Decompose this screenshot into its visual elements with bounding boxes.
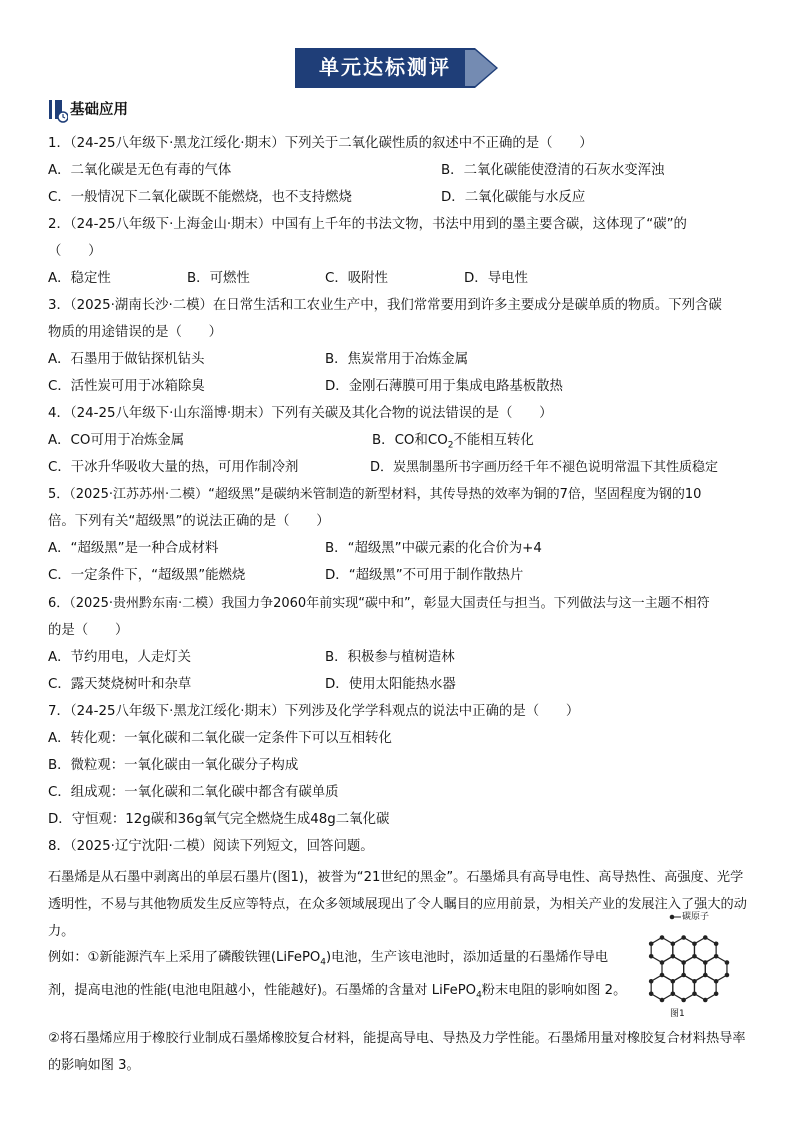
carbon-atom <box>714 979 719 984</box>
q6-option-b: B．积极参与植树造林 <box>325 650 455 665</box>
carbon-atom <box>660 960 665 965</box>
graphene-lattice <box>632 912 752 1012</box>
q2-stem: 2．（24-25八年级下·上海金山·期末）中国有上千年的书法文物，书法中用到的墨主要含碳，这体现了“碳”的 <box>48 217 687 232</box>
figure-1-caption: 图1 <box>670 1009 685 1019</box>
carbon-atom <box>671 941 676 946</box>
title-banner <box>295 48 498 88</box>
q2-paren: （ ） <box>48 244 102 259</box>
carbon-atom <box>660 998 665 1003</box>
carbon-atom <box>649 941 654 946</box>
q7-option-c: C．组成观：一氧化碳和二氧化碳中都含有碳单质 <box>48 785 339 800</box>
carbon-atom <box>649 954 654 959</box>
q4-option-c: C．干冰升华吸收大量的热，可用作制冷剂 <box>48 460 299 475</box>
carbon-atom <box>703 973 708 978</box>
q6-option-a: A．节约用电，人走灯关 <box>48 650 192 665</box>
section-title: 基础应用 <box>70 102 128 118</box>
graphene-figure <box>632 912 752 1032</box>
q1-stem: 1．（24-25八年级下·黑龙江绥化·期末）下列关于二氧化碳性质的叙述中不正确的是（ ） <box>48 136 593 151</box>
q5-option-a: A．“超级黑”是一种合成材料 <box>48 541 219 556</box>
carbon-atom <box>692 954 697 959</box>
q3-option-c: C．活性炭可用于冰箱除臭 <box>48 379 205 394</box>
q5-option-c: C．一定条件下，“超级黑”能燃烧 <box>48 568 246 583</box>
q7-option-a: A．转化观：一氧化碳和二氧化碳一定条件下可以互相转化 <box>48 731 392 746</box>
q1-option-a: A．二氧化碳是无色有毒的气体 <box>48 163 232 178</box>
carbon-atom <box>681 960 686 965</box>
carbon-atom <box>649 979 654 984</box>
q2-option-c: C．吸附性 <box>325 271 388 286</box>
q5-stem-line1: 5．（2025·江苏苏州·二模）“超级黑”是碳纳米管制造的新型材料，其传导热的效率为铜的7倍，坚固程度为钢的10 <box>48 487 702 502</box>
carbon-atom-label: 碳原子 <box>682 912 710 922</box>
carbon-atom <box>703 935 708 940</box>
q1-option-b: B．二氧化碳能使澄清的石灰水变浑浊 <box>441 163 665 178</box>
q1-option-c: C．一般情况下二氧化碳既不能燃烧，也不支持燃烧 <box>48 190 352 205</box>
carbon-atom <box>714 941 719 946</box>
q7-stem: 7．（24-25八年级下·黑龙江绥化·期末）下列涉及化学学科观点的说法中正确的是（ ） <box>48 704 580 719</box>
q4-option-d: D．炭黑制墨所书字画历经千年不褪色说明常温下其性质稳定 <box>370 460 719 475</box>
q6-option-d: D．使用太阳能热水器 <box>325 677 456 692</box>
carbon-atom <box>649 991 654 996</box>
q3-stem-line1: 3．（2025·湖南长沙·二模）在日常生活和工农业生产中，我们常常要用到许多主要成分是碳单质的物质。下列含碳 <box>48 298 722 313</box>
carbon-atom <box>681 998 686 1003</box>
hexagon-ring <box>651 975 673 1000</box>
carbon-atom <box>692 991 697 996</box>
section-book-icon <box>48 99 68 123</box>
q8-paragraph-3: ②将石墨烯应用于橡胶行业制成石墨烯橡胶复合材料，能提高导电、导热及力学性能。石墨烯用量对橡胶复合材料热导率的影响如图 3。 <box>48 1031 746 1073</box>
carbon-atom <box>671 979 676 984</box>
q8-paragraph-1: 石墨烯是从石墨中剥离出的单层石墨片(图1)，被誉为“21世纪的黑金”。石墨烯具有高导电性、高导热性、高强度、光学透明性，不易与其他物质发生反应等特点，在众多领域展现出了令人瞩目的应用前景，为相关产业的发展注入了强大的动力。 <box>48 870 747 939</box>
q4-option-b: B．CO和$CO_2$不能相互转化 <box>372 433 534 451</box>
q7-option-d: D．守恒观：12g碳和36g氧气完全燃烧生成48g二氧化碳 <box>48 812 390 827</box>
q7-option-b: B．微粒观：一氧化碳由一氧化碳分子构成 <box>48 758 299 773</box>
q2-option-d: D．导电性 <box>464 271 528 286</box>
carbon-atom <box>660 935 665 940</box>
q4-stem: 4．（24-25八年级下·山东淄博·期末）下列有关碳及其化合物的说法错误的是（ ） <box>48 406 553 421</box>
carbon-atom <box>703 998 708 1003</box>
q6-stem-line2: 的是（ ） <box>48 623 129 638</box>
q5-option-d: D．“超级黑”不可用于制作散热片 <box>325 568 524 583</box>
q8-stem: 8．（2025·辽宁沈阳·二模）阅读下列短文，回答问题。 <box>48 839 374 854</box>
carbon-atom <box>692 979 697 984</box>
hexagon-ring <box>673 975 695 1000</box>
q5-stem-line2: 倍。下列有关“超级黑”的说法正确的是（ ） <box>48 514 330 529</box>
q3-option-d: D．金刚石薄膜可用于集成电路基板散热 <box>325 379 563 394</box>
q5-option-b: B．“超级黑”中碳元素的化合价为+4 <box>325 541 542 556</box>
carbon-atom <box>714 991 719 996</box>
q2-option-a: A．稳定性 <box>48 271 111 286</box>
q3-stem-line2: 物质的用途错误的是（ ） <box>48 325 223 340</box>
q8-paragraph-2: 例如：①新能源汽车上采用了磷酸铁锂(LiFePO$_4$)电池，生产该电池时，添加适量的石墨烯作导电剂，提高电池的性能(电池电阻越小，性能越好)。石墨烯的含量对 LiFePO$_4$粉末电阻的影响如图 2。 <box>48 950 627 1001</box>
q3-option-b: B．焦炭常用于冶炼金属 <box>325 352 469 367</box>
q2-option-b: B．可燃性 <box>187 271 250 286</box>
carbon-atom <box>660 973 665 978</box>
carbon-atom <box>725 960 730 965</box>
carbon-atom <box>671 991 676 996</box>
hexagon-ring <box>694 975 716 1000</box>
banner-title: 单元达标测评 <box>319 55 451 79</box>
q3-option-a: A．石墨用于做钻探机钻头 <box>48 352 205 367</box>
q4-option-a: A．CO可用于冶炼金属 <box>48 433 185 448</box>
carbon-atom <box>681 935 686 940</box>
q1-option-d: D．二氧化碳能与水反应 <box>441 190 586 205</box>
carbon-atom <box>714 954 719 959</box>
carbon-atom <box>671 954 676 959</box>
carbon-atom <box>725 973 730 978</box>
carbon-atom <box>692 941 697 946</box>
q6-stem-line1: 6．（2025·贵州黔东南·二模）我国力争2060年前实现“碳中和”，彰显大国责任与担当。下列做法与这一主题不相符 <box>48 596 710 611</box>
carbon-atom <box>681 973 686 978</box>
q6-option-c: C．露天焚烧树叶和杂草 <box>48 677 192 692</box>
carbon-atom <box>703 960 708 965</box>
